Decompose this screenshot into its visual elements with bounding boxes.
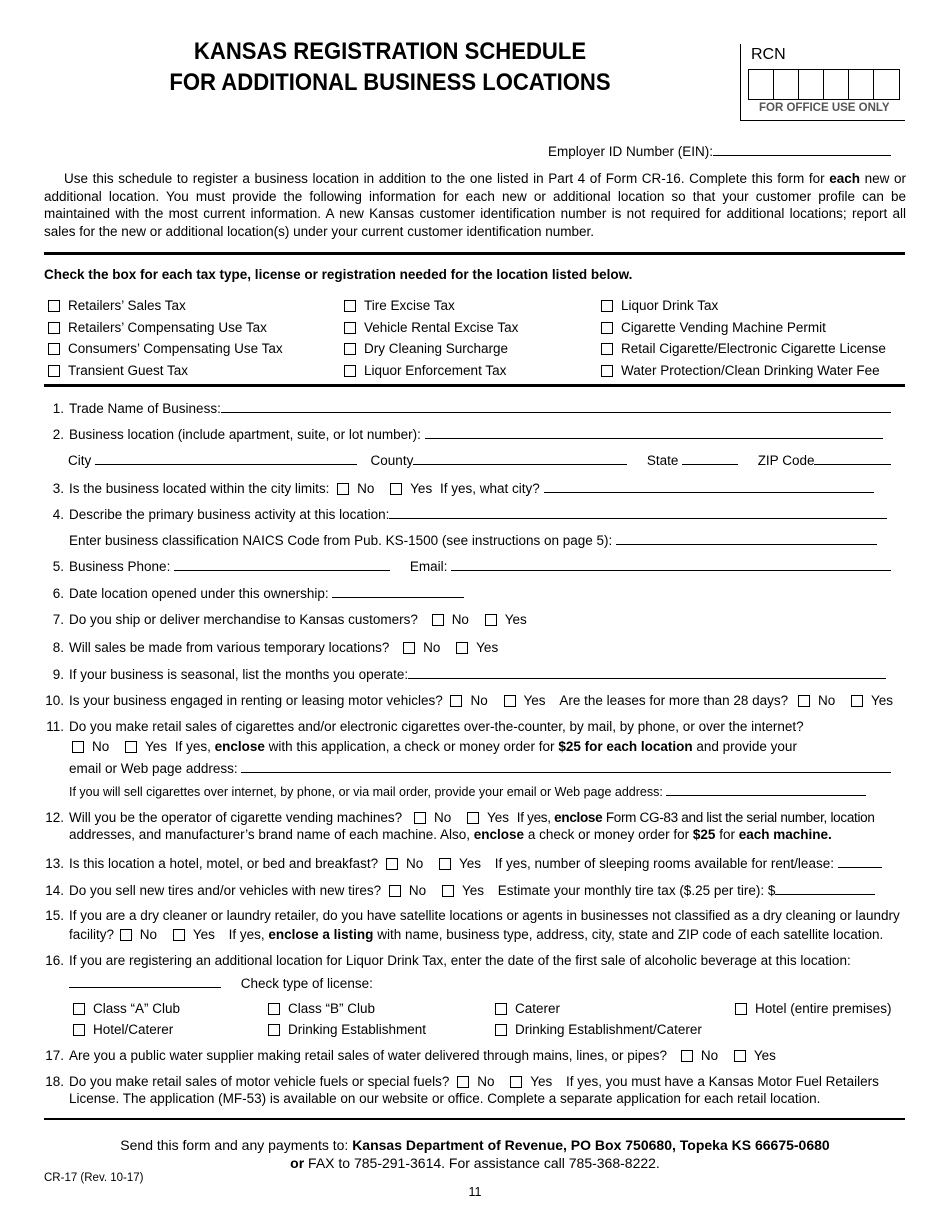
office-use-label: FOR OFFICE USE ONLY	[759, 102, 890, 114]
tax-option[interactable]: Liquor Enforcement Tax	[344, 360, 518, 382]
q10-yes-checkbox[interactable]	[504, 695, 516, 707]
q3-no-checkbox[interactable]	[337, 483, 349, 495]
q8-row: 8. Will sales be made from various temporary locations? No Yes	[52, 640, 499, 655]
q12-row: 12. Will you be the operator of cigarette vending machines? No Yes If yes, enclose Form CG-83 and list the serial number, location	[45, 810, 875, 825]
tax-option[interactable]: Liquor Drink Tax	[601, 295, 886, 317]
tax-option[interactable]: Consumers’ Compensating Use Tax	[48, 338, 283, 360]
naics-field[interactable]	[616, 532, 877, 545]
date-opened-field[interactable]	[332, 585, 464, 598]
q14-yes-checkbox[interactable]	[442, 885, 454, 897]
form-id: CR-17 (Rev. 10-17)	[44, 1172, 144, 1184]
intro-paragraph: Use this schedule to register a business location in addition to the one listed in Part 4 of Form CR-16. Complete this form for each new or additional location. You must provide the following information for each new or additional location so that your customer profile can be maintained with the most current information. A new Kansas customer identification number is not required for additional locations; report all sales for the new or additional location(s) under your current customer identification number.	[44, 171, 906, 239]
primary-activity-field[interactable]	[389, 506, 887, 519]
sleeping-rooms-field[interactable]	[838, 855, 882, 868]
city-field[interactable]	[95, 452, 357, 465]
tax-option[interactable]: Retailers’ Sales Tax	[48, 295, 283, 317]
address-row: City County State ZIP Code	[68, 452, 891, 468]
q15-row2: facility? No Yes If yes, enclose a listing with name, business type, address, city, state and ZIP code of each satellite location.	[69, 927, 884, 942]
q18-row: 18. Do you make retail sales of motor vehicle fuels or special fuels? No Yes If yes, you must have a Kansas Motor Fuel Retailers	[45, 1074, 879, 1089]
q15-no-checkbox[interactable]	[120, 929, 132, 941]
q8-no-checkbox[interactable]	[403, 642, 415, 654]
q17-row: 17. Are you a public water supplier making retail sales of water delivered through mains, lines, or pipes? No Yes	[45, 1048, 776, 1063]
q7-no-checkbox[interactable]	[432, 614, 444, 626]
first-sale-date-field[interactable]	[69, 975, 221, 988]
page-number: 11	[468, 1185, 482, 1199]
q4-row: 4. Describe the primary business activity at this location:	[44, 506, 887, 522]
q11-no-checkbox[interactable]	[72, 741, 84, 753]
q17-yes-checkbox[interactable]	[734, 1050, 746, 1062]
footer-send: Send this form and any payments to: Kansas Department of Revenue, PO Box 750680, Topeka KS 66675-0680	[120, 1137, 830, 1153]
state-field[interactable]	[682, 452, 738, 465]
q14-no-checkbox[interactable]	[389, 885, 401, 897]
q8-yes-checkbox[interactable]	[456, 642, 468, 654]
zip-field[interactable]	[814, 452, 891, 465]
form-title-line1: KANSAS REGISTRATION SCHEDULE	[193, 38, 587, 65]
tax-option[interactable]: Cigarette Vending Machine Permit	[601, 317, 886, 339]
q10-row: 10. Is your business engaged in renting or leasing motor vehicles? No Yes Are the leases for more than 28 days? No Yes	[45, 693, 894, 708]
license-option[interactable]: Class “A” Club	[73, 1001, 180, 1016]
q9-row: 9. If your business is seasonal, list the months you operate:	[44, 666, 886, 682]
tax-option[interactable]: Transient Guest Tax	[48, 360, 283, 382]
tax-option[interactable]: Vehicle Rental Excise Tax	[344, 317, 518, 339]
q13-row: 13. Is this location a hotel, motel, or bed and breakfast? No Yes If yes, number of sleeping rooms available for rent/lease:	[44, 855, 882, 871]
q12-yes-checkbox[interactable]	[467, 812, 479, 824]
q15-row: 15. If you are a dry cleaner or laundry retailer, do you have satellite locations or agents in businesses not classified as a dry cleaning or laundry	[45, 908, 900, 923]
divider-bottom	[44, 1118, 905, 1120]
divider-top	[44, 252, 905, 255]
q13-no-checkbox[interactable]	[386, 858, 398, 870]
q10-lease-yes-checkbox[interactable]	[851, 695, 863, 707]
q14-row: 14. Do you sell new tires and/or vehicles with new tires? No Yes Estimate your monthly tire tax ($.25 per tire): $	[44, 882, 875, 898]
license-option[interactable]: Drinking Establishment/Caterer	[495, 1022, 702, 1037]
license-option[interactable]: Drinking Establishment	[268, 1022, 426, 1037]
q13-yes-checkbox[interactable]	[439, 858, 451, 870]
q2-row: 2. Business location (include apartment, suite, or lot number):	[44, 426, 883, 442]
seasonal-months-field[interactable]	[408, 666, 886, 679]
q11-yes-checkbox[interactable]	[125, 741, 137, 753]
tax-option[interactable]: Dry Cleaning Surcharge	[344, 338, 518, 360]
q3-yes-checkbox[interactable]	[390, 483, 402, 495]
q10-no-checkbox[interactable]	[450, 695, 462, 707]
tax-option[interactable]: Tire Excise Tax	[344, 295, 518, 317]
license-option[interactable]: Hotel/Caterer	[73, 1022, 173, 1037]
tax-heading: Check the box for each tax type, license or registration needed for the location listed below.	[44, 267, 633, 282]
tax-option[interactable]: Water Protection/Clean Drinking Water Fee	[601, 360, 886, 382]
business-location-field[interactable]	[425, 426, 883, 439]
county-field[interactable]	[413, 452, 627, 465]
rcn-label: RCN	[751, 46, 786, 63]
q10-lease-no-checkbox[interactable]	[798, 695, 810, 707]
q1-row: 1. Trade Name of Business:	[44, 400, 891, 416]
tax-option[interactable]: Retailers’ Compensating Use Tax	[48, 317, 283, 339]
email-field[interactable]	[451, 558, 891, 571]
license-option[interactable]: Hotel (entire premises)	[735, 1001, 892, 1016]
tax-col3	[601, 295, 886, 382]
footer-fax: or FAX to 785-291-3614. For assistance call 785-368-8222.	[290, 1155, 660, 1171]
license-option[interactable]: Class “B” Club	[268, 1001, 375, 1016]
q12-no-checkbox[interactable]	[414, 812, 426, 824]
tire-tax-field[interactable]	[775, 882, 875, 895]
q18-no-checkbox[interactable]	[457, 1076, 469, 1088]
q12-row2: addresses, and manufacturer’s brand name of each machine. Also, enclose a check or money order for $25 for each machine.	[69, 827, 832, 842]
license-option[interactable]: Caterer	[495, 1001, 560, 1016]
q5-row: 5. Business Phone: Email:	[44, 558, 891, 574]
q11-internet-address-field[interactable]	[666, 783, 866, 796]
q17-no-checkbox[interactable]	[681, 1050, 693, 1062]
q11-row3: email or Web page address:	[69, 760, 891, 776]
q7-row: 7. Do you ship or deliver merchandise to Kansas customers? No Yes	[52, 612, 527, 627]
q16-row: 16. If you are registering an additional location for Liquor Drink Tax, enter the date of the first sale of alcoholic beverage at this location:	[45, 953, 851, 968]
tax-option[interactable]: Retail Cigarette/Electronic Cigarette License	[601, 338, 886, 360]
q11-row2: No Yes If yes, enclose with this application, a check or money order for $25 for each location and provide your	[72, 739, 797, 754]
q11-row4: If you will sell cigarettes over internet, by phone, or via mail order, provide your email or Web page address:	[69, 783, 866, 799]
q18-yes-checkbox[interactable]	[510, 1076, 522, 1088]
trade-name-field[interactable]	[221, 400, 891, 413]
divider-mid	[44, 384, 905, 387]
rcn-box	[740, 44, 905, 121]
q7-yes-checkbox[interactable]	[485, 614, 497, 626]
ein-label: Employer ID Number (EIN):	[548, 144, 714, 159]
business-phone-field[interactable]	[174, 558, 390, 571]
tax-col1	[48, 295, 283, 382]
city-limits-field[interactable]	[544, 480, 874, 493]
q6-row: 6. Date location opened under this ownership:	[44, 585, 464, 601]
ein-field[interactable]	[713, 143, 891, 156]
q3-row: 3. Is the business located within the city limits: No Yes If yes, what city?	[44, 480, 874, 496]
q16-row2: Check type of license:	[69, 975, 373, 991]
tax-col2	[344, 295, 518, 382]
ein-row	[548, 143, 891, 159]
q15-yes-checkbox[interactable]	[173, 929, 185, 941]
q18-row2: License. The application (MF-53) is available on our website or office. Complete a separate application for each retail location.	[69, 1091, 821, 1106]
q11-web-address-field[interactable]	[241, 760, 891, 773]
form-title-line2: FOR ADDITIONAL BUSINESS LOCATIONS	[169, 69, 611, 96]
naics-row: Enter business classification NAICS Code from Pub. KS-1500 (see instructions on page 5):	[69, 532, 877, 548]
q11-row: 11. Do you make retail sales of cigarettes and/or electronic cigarettes over-the-counter, by mail, by phone, or over the internet?	[46, 719, 804, 734]
rcn-cells[interactable]	[748, 69, 900, 100]
